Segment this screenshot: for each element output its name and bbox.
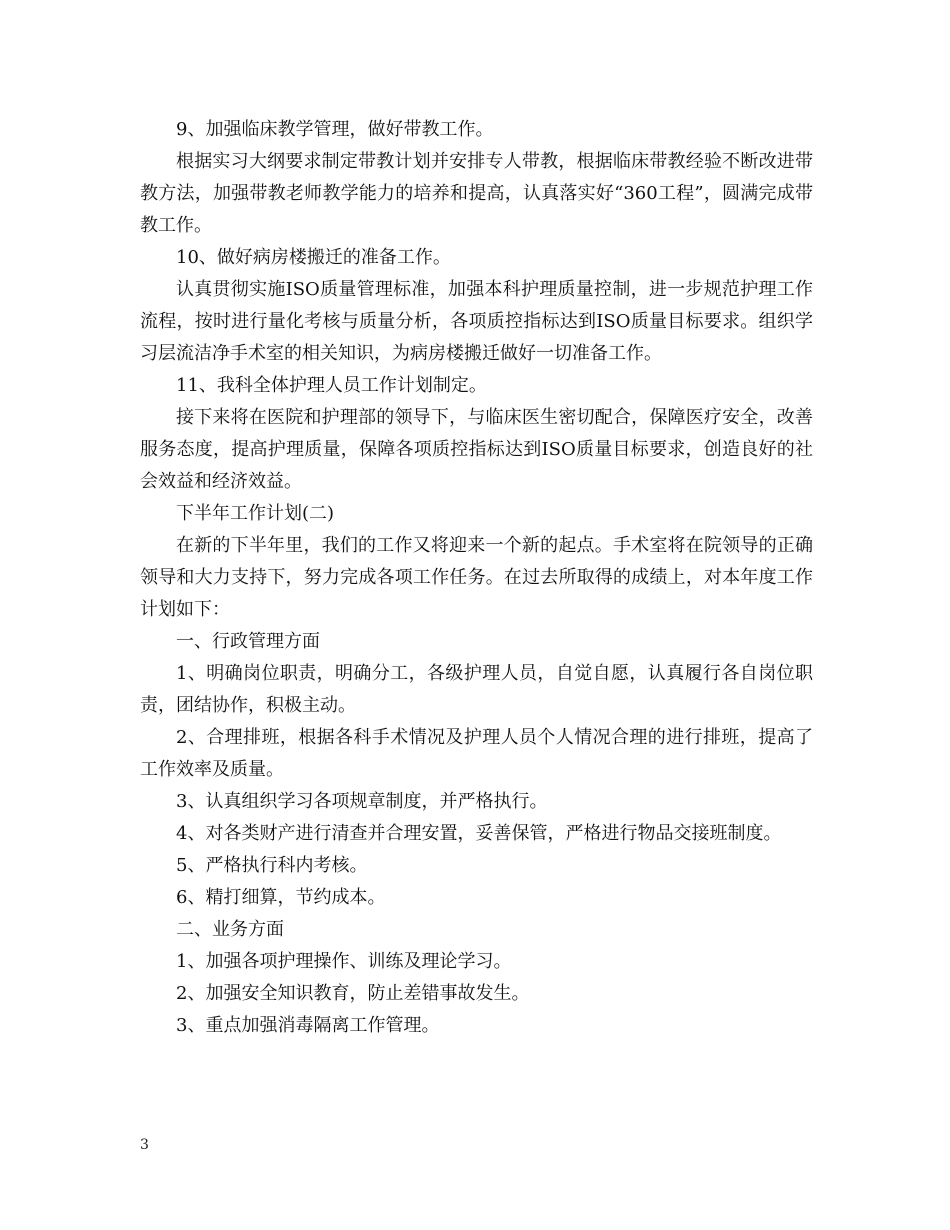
list-item: 2、合理排班，根据各科手术情况及护理人员个人情况合理的进行排班，提高了工作效率及质量。 bbox=[140, 727, 813, 780]
paragraph: 认真贯彻实施ISO质量管理标准，加强本科护理质量控制，进一步规范护理工作流程，按时进行量化考核与质量分析，各项质控指标达到ISO质量目标要求。组织学习层流洁净手术室的相关知识，为病房楼搬迁做好一切准备工作。 bbox=[140, 279, 813, 364]
list-item: 6、精打细算，节约成本。 bbox=[176, 887, 386, 908]
page-number: 3 bbox=[140, 1137, 149, 1153]
list-item: 3、重点加强消毒隔离工作管理。 bbox=[176, 1015, 440, 1036]
list-item: 4、对各类财产进行清查并合理安置，妥善保管，严格进行物品交接班制度。 bbox=[176, 823, 782, 844]
section-title: 下半年工作计划(二) bbox=[176, 503, 335, 524]
list-item: 3、认真组织学习各项规章制度，并严格执行。 bbox=[176, 791, 548, 812]
list-item: 1、明确岗位职责，明确分工，各级护理人员，自觉自愿，认真履行各自岗位职责，团结协作，积极主动。 bbox=[140, 663, 813, 716]
document-body bbox=[140, 114, 813, 1042]
section-heading: 二、业务方面 bbox=[176, 919, 284, 940]
list-item: 1、加强各项护理操作、训练及理论学习。 bbox=[176, 951, 512, 972]
list-item: 5、严格执行科内考核。 bbox=[176, 855, 368, 876]
section-heading: 一、行政管理方面 bbox=[176, 631, 320, 652]
paragraph: 在新的下半年里，我们的工作又将迎来一个新的起点。手术室将在院领导的正确领导和大力支持下，努力完成各项工作任务。在过去所取得的成绩上，对本年度工作计划如下： bbox=[140, 535, 813, 620]
list-item: 2、加强安全知识教育，防止差错事故发生。 bbox=[176, 983, 530, 1004]
paragraph: 接下来将在医院和护理部的领导下，与临床医生密切配合，保障医疗安全，改善服务态度，提高护理质量，保障各项质控指标达到ISO质量目标要求，创造良好的社会效益和经济效益。 bbox=[140, 407, 813, 492]
paragraph: 11、我科全体护理人员工作计划制定。 bbox=[176, 375, 487, 396]
paragraph: 9、加强临床教学管理，做好带教工作。 bbox=[176, 119, 494, 140]
paragraph: 10、做好病房楼搬迁的准备工作。 bbox=[176, 247, 451, 268]
paragraph: 根据实习大纲要求制定带教计划并安排专人带教，根据临床带教经验不断改进带教方法，加强带教老师教学能力的培养和提高，认真落实好“360工程”，圆满完成带教工作。 bbox=[140, 151, 813, 236]
